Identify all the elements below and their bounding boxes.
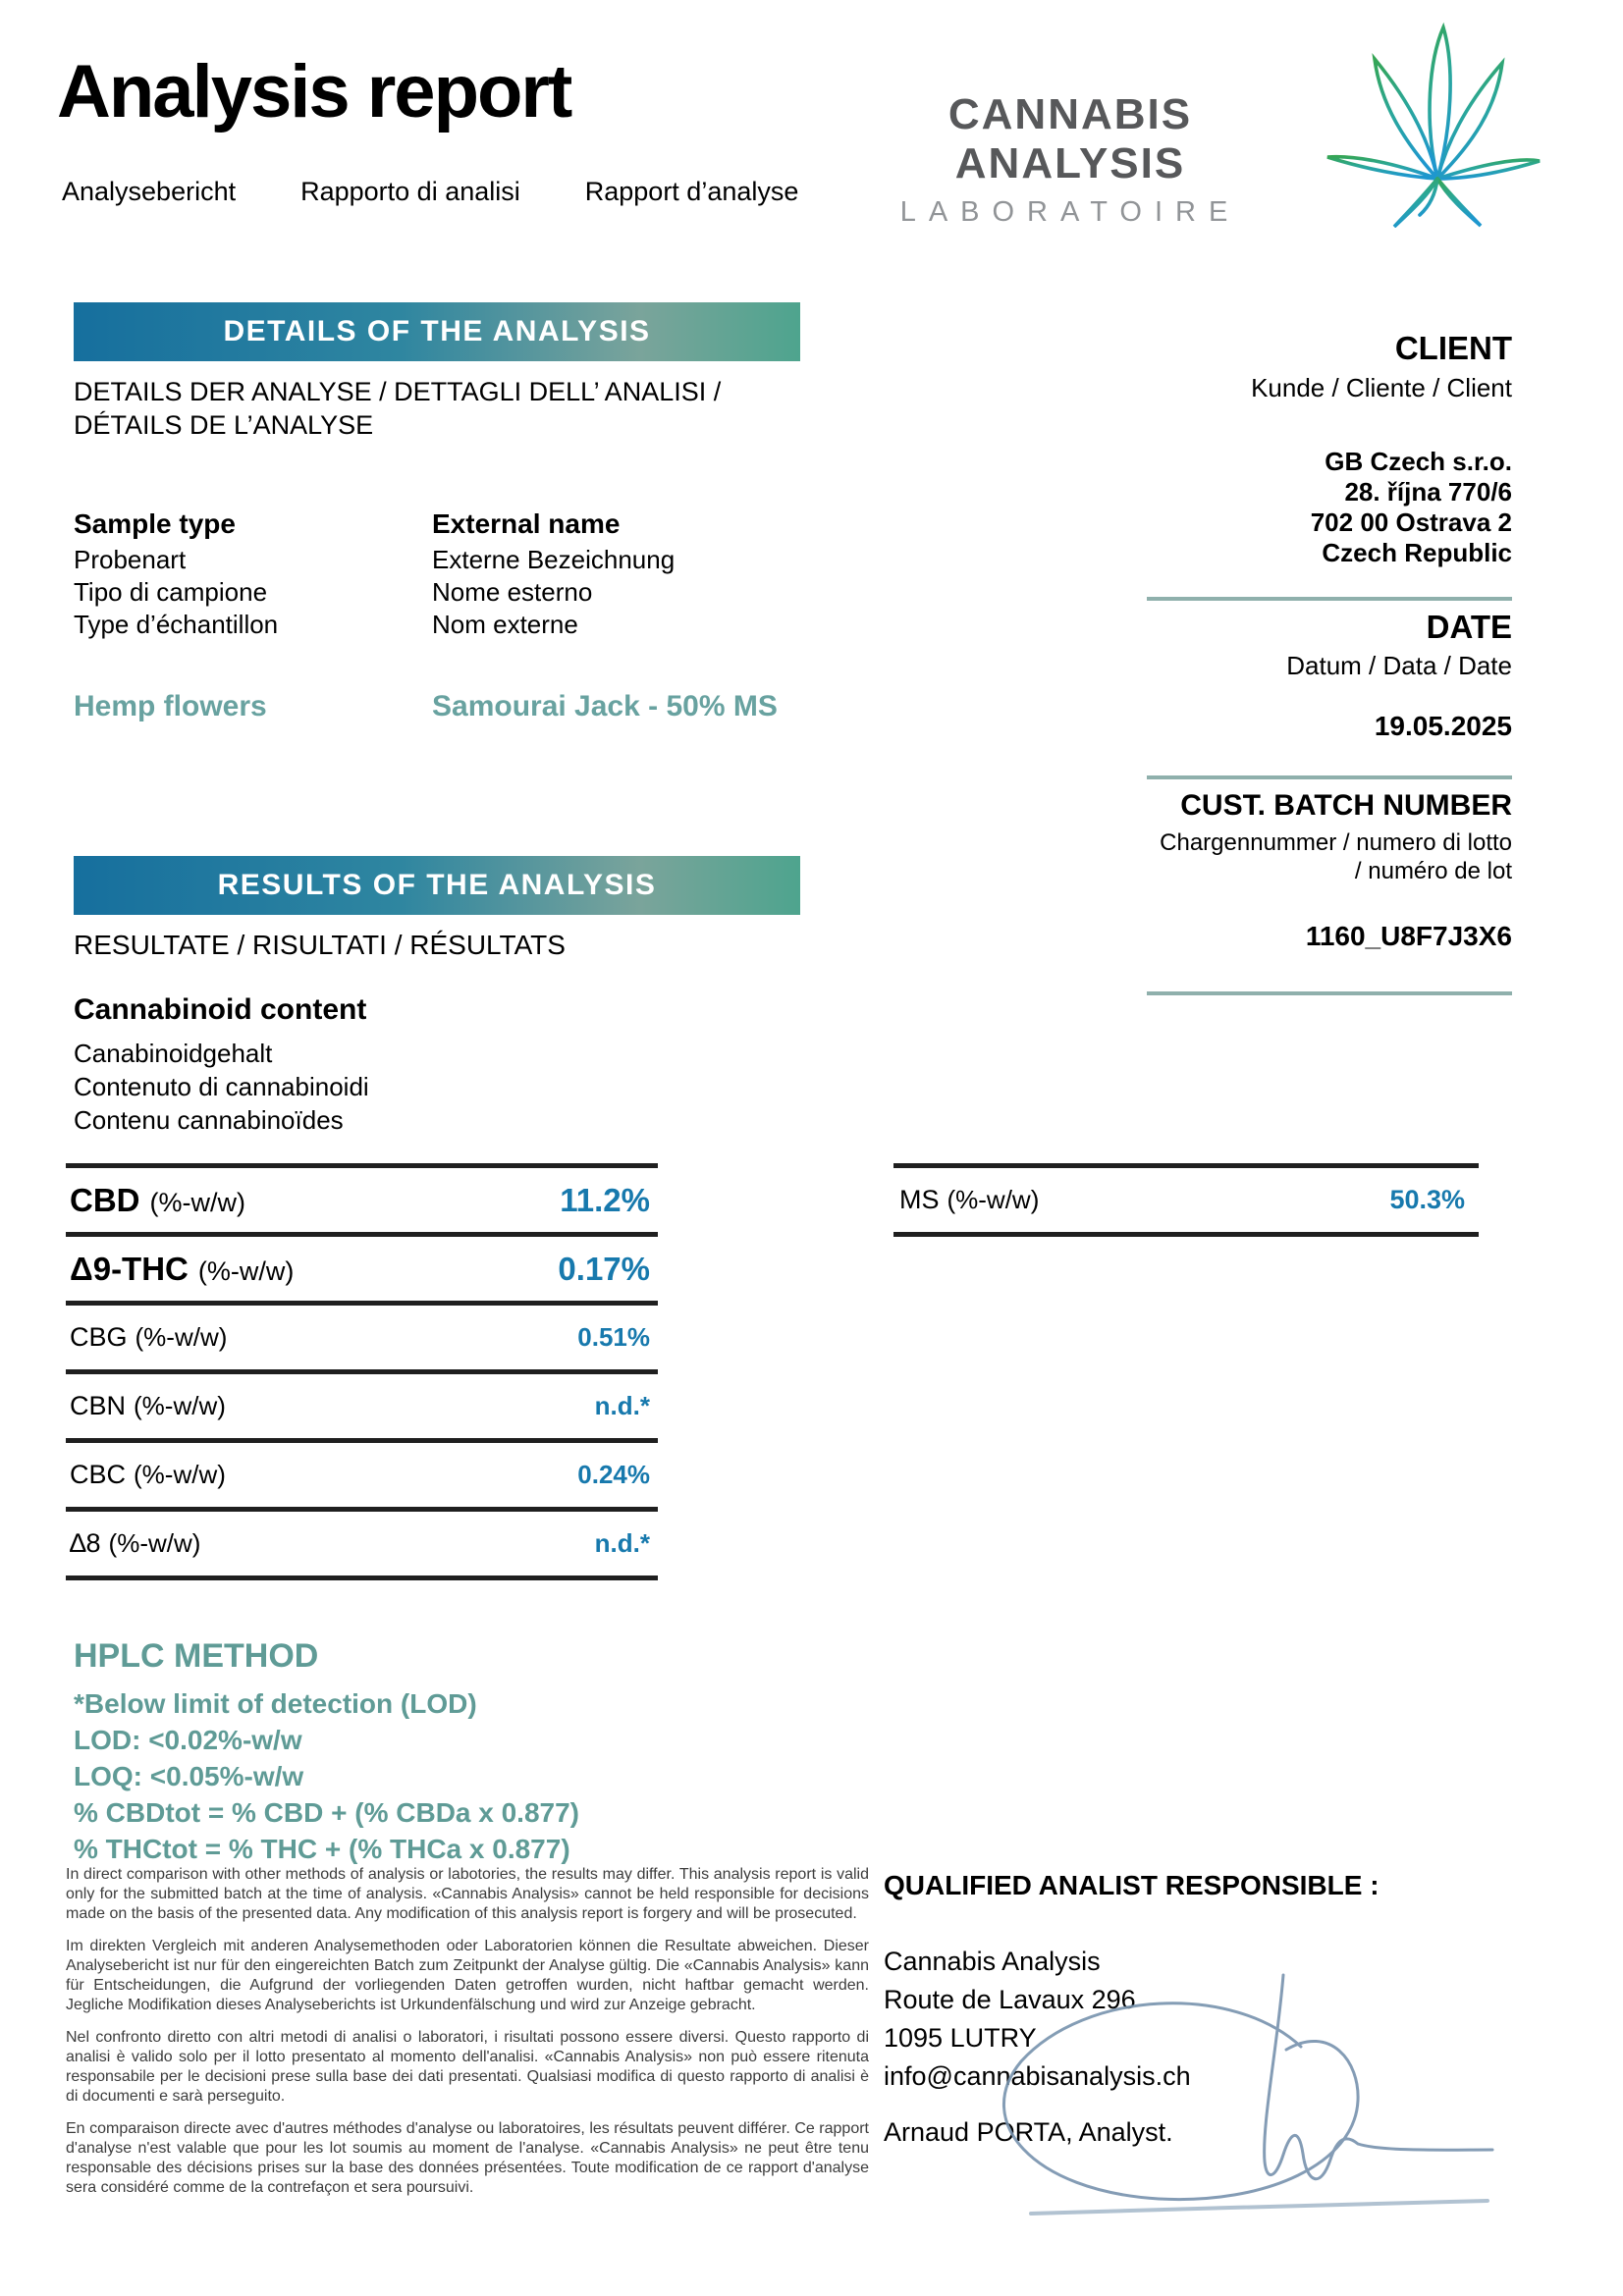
- external-name-translation-it: Nome esterno: [432, 577, 593, 607]
- title-translation-de: Analysebericht: [62, 177, 237, 206]
- sample-type-block: [74, 508, 278, 641]
- client-address: [1311, 447, 1512, 568]
- batch-value: 1160_U8F7J3X6: [1305, 921, 1512, 951]
- lab-logo-name: CANNABIS ANALYSIS: [947, 90, 1193, 187]
- method-line-lod-note: *Below limit of detection (LOD): [74, 1688, 477, 1719]
- external-name-block: [432, 508, 675, 641]
- hplc-method-block: [74, 1637, 579, 1867]
- analyte-unit: (%-w/w): [134, 1391, 226, 1420]
- analyst-email: info@cannabisanalysis.ch: [884, 2061, 1191, 2091]
- sample-type-translation-de: Probenart: [74, 545, 187, 574]
- analyst-name: Arnaud PORTA, Analyst.: [884, 2117, 1173, 2147]
- sample-type-value: Hemp flowers: [74, 690, 267, 722]
- divider: [1147, 775, 1512, 779]
- divider: [1147, 597, 1512, 601]
- analyte-label: MS: [899, 1185, 940, 1214]
- analyst-street: Route de Lavaux 296: [884, 1985, 1136, 2014]
- analyst-city: 1095 LUTRY: [884, 2023, 1037, 2053]
- lab-logo-subname: LABORATOIRE: [899, 196, 1241, 228]
- title-translation-it: Rapporto di analisi: [300, 177, 520, 206]
- client-address-line: GB Czech s.r.o.: [1325, 447, 1512, 476]
- analyte-value: n.d.*: [594, 1391, 650, 1420]
- client-address-line: 28. října 770/6: [1344, 477, 1512, 507]
- method-line-lod: LOD: <0.02%-w/w: [74, 1725, 302, 1755]
- analyst-heading: QUALIFIED ANALIST RESPONSIBLE :: [884, 1870, 1380, 1900]
- page-title: Analysis report: [57, 50, 571, 133]
- external-name-translation-de: Externe Bezeichnung: [432, 545, 676, 574]
- client-address-line: Czech Republic: [1322, 538, 1512, 567]
- cannabinoid-content-translations: [74, 1037, 369, 1137]
- title-translation-fr: Rapport d’analyse: [584, 177, 799, 206]
- disclaimer-block: [66, 1865, 869, 2211]
- sample-type-translation-fr: Type d’échantillon: [74, 610, 279, 639]
- method-line-loq: LOQ: <0.05%-w/w: [74, 1761, 304, 1791]
- external-name-label: External name: [432, 508, 621, 539]
- details-banner: DETAILS OF THE ANALYSIS: [74, 302, 800, 361]
- date-subheading: Datum / Data / Date: [1286, 651, 1512, 680]
- analyte-unit: (%-w/w): [197, 1255, 295, 1286]
- table-row-d9thc: [66, 1232, 658, 1301]
- client-address-line: 702 00 Ostrava 2: [1310, 507, 1512, 537]
- analyte-unit: (%-w/w): [108, 1528, 201, 1558]
- analyst-org: Cannabis Analysis: [884, 1947, 1101, 1976]
- analyte-label: Δ9-THC: [70, 1250, 189, 1287]
- results-banner: RESULTS OF THE ANALYSIS: [74, 856, 800, 915]
- results-banner-translations: RESULTATE / RISULTATI / RÉSULTATS: [74, 930, 566, 960]
- analyte-unit: (%-w/w): [134, 1460, 226, 1489]
- cannabinoid-translation-de: Canabinoidgehalt: [74, 1039, 273, 1068]
- disclaimer-fr: En comparaison directe avec d'autres méthodes d'analyse ou laboratoires, les résultats peuvent différer. Ce rapport d'analyse n'est valable que pour les lot soumis au moment de l'analyse. «Cannabis Analysis» ne peut être tenu responsable des décisions prises sur la base des données présentées. Toute modification de ce rapport d'analyse sera considéré comme de la contrefaçon et sera poursuivi.: [66, 2120, 869, 2196]
- results-table: [66, 1163, 658, 1580]
- sample-type-translation-it: Tipo di campione: [74, 577, 268, 607]
- analyte-label: CBD: [70, 1181, 140, 1218]
- analyte-value: 0.24%: [577, 1460, 650, 1489]
- method-line-cbdtot: % CBDtot = % CBD + (% CBDa x 0.877): [74, 1797, 580, 1828]
- cannabinoid-content-heading: Cannabinoid content: [74, 993, 367, 1026]
- cannabinoid-translation-fr: Contenu cannabinoïdes: [74, 1105, 344, 1135]
- divider: [1147, 991, 1512, 995]
- analyte-label: CBC: [70, 1460, 127, 1489]
- disclaimer-de: Im direkten Vergleich mit anderen Analysemethoden oder Laboratorien können die Resultate abweichen. Dieser Analysebericht ist nur für den eingereichten Batch zum Zeitpunkt der Analyse gültig. Die «Cannabis Analysis» kann für Entscheidungen, die Aufgrund der vorliegenden Daten getroffen wurden, nicht haftbar gemacht werden. Jegliche Modifikation dieses Analyseberichts ist Urkundenfälschung und wird zur Anzeige gebracht.: [66, 1938, 869, 2013]
- batch-subheading-line1: Chargennummer / numero di lotto: [1160, 829, 1512, 856]
- client-heading: CLIENT: [1394, 330, 1512, 366]
- date-heading: DATE: [1426, 609, 1512, 645]
- external-name-value: Samourai Jack - 50% MS: [432, 690, 778, 722]
- date-value: 19.05.2025: [1374, 711, 1512, 741]
- table-row-cbd: [66, 1163, 658, 1232]
- cannabis-leaf-icon: [1294, 20, 1542, 233]
- lab-logo-wordmark: [830, 90, 1311, 229]
- details-banner-translations: DETAILS DER ANALYSE / DETTAGLI DELL’ ANALISI / DÉTAILS DE L’ANALYSE: [74, 377, 722, 440]
- analyte-label: CBN: [70, 1391, 127, 1420]
- batch-heading: CUST. BATCH NUMBER: [1180, 789, 1512, 822]
- disclaimer-it: Nel confronto diretto con altri metodi di analisi o laboratori, i risultati possono essere diversi. Questo rapporto di analisi è valido solo per il lotto presentato al momento dell'analisi. «Cannabis Analysis» non può essere ritenuta responsabile per le decisioni prese sulla base dei dati presentati. Qualsiasi modifica di questo rapporto di analisi è di documenti e sarà perseguito.: [66, 2029, 869, 2105]
- analyte-value: 0.51%: [577, 1322, 650, 1352]
- table-row-ms: [893, 1163, 1479, 1237]
- cannabinoid-translation-it: Contenuto di cannabinoidi: [74, 1072, 369, 1101]
- analyte-value: n.d.*: [594, 1528, 650, 1558]
- sample-type-label: Sample type: [74, 508, 236, 539]
- analyte-label: ∆8: [70, 1528, 101, 1558]
- analyte-label: CBG: [70, 1322, 128, 1352]
- client-subheading: Kunde / Cliente / Client: [1251, 373, 1512, 402]
- table-row-cbg: [66, 1301, 658, 1369]
- analyte-unit: (%-w/w): [135, 1322, 228, 1352]
- analyte-unit: (%-w/w): [947, 1185, 1040, 1214]
- table-row-cbn: [66, 1369, 658, 1438]
- analyte-unit: (%-w/w): [149, 1187, 245, 1217]
- method-line-thctot: % THCtot = % THC + (% THCa x 0.877): [74, 1834, 570, 1864]
- analyte-value: 11.2%: [560, 1181, 650, 1218]
- analyst-signature: [938, 1953, 1527, 2253]
- external-name-translation-fr: Nom externe: [432, 610, 578, 639]
- table-row-cbc: [66, 1438, 658, 1507]
- table-row-d8: [66, 1507, 658, 1575]
- hplc-method-heading: HPLC METHOD: [74, 1637, 319, 1675]
- batch-subheading-line2: / numéro de lot: [1354, 858, 1512, 884]
- batch-subheading: [1160, 828, 1512, 885]
- analyte-value: 50.3%: [1389, 1185, 1465, 1214]
- analyte-value: 0.17%: [558, 1250, 650, 1287]
- disclaimer-en: In direct comparison with other methods of analysis or labotories, the results may differ. This analysis report is valid only for the submitted batch at the time of analysis. «Cannabis Analysis» cannot be held responsible for decisions made on the basis of the presented data. Any modification of this analysis report is forgery and will be prosecuted.: [66, 1866, 869, 1922]
- title-translations: [62, 177, 798, 207]
